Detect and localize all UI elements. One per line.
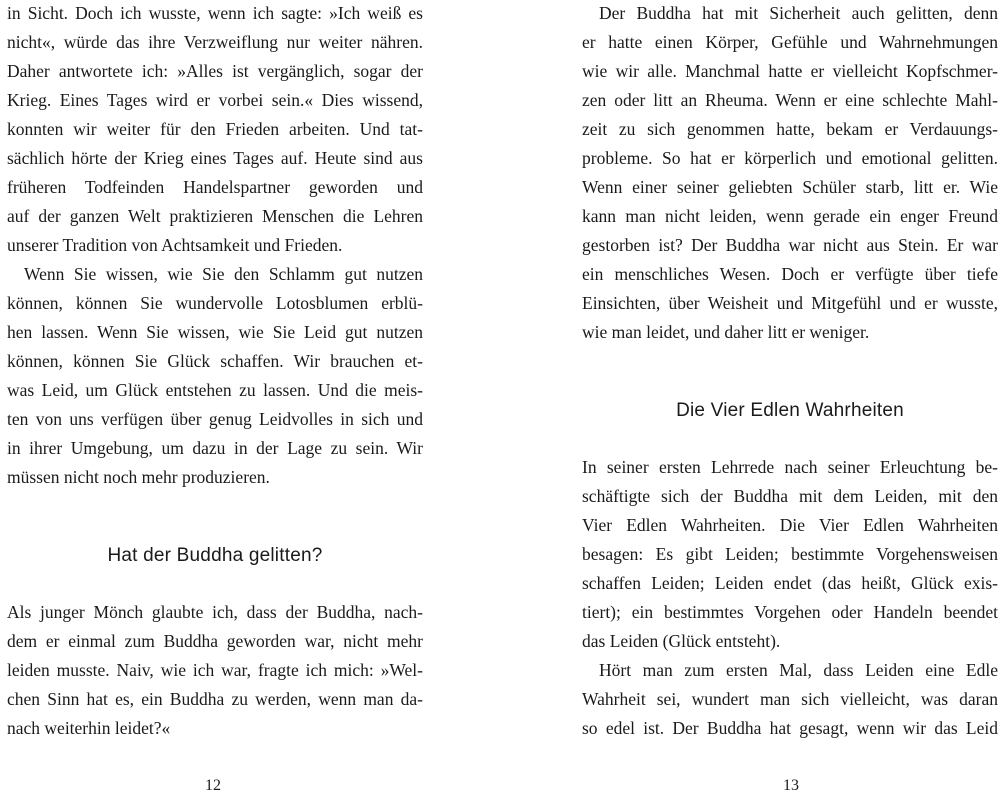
text-line: wie man leidet, und daher litt er weniger.	[582, 322, 870, 342]
left-page	[7, 0, 423, 800]
text-line: Hört man zum ersten Mal, dass Leiden eine Edle	[599, 660, 998, 680]
text-line: Einsichten, über Weisheit und Mitgefühl und er wusste,	[582, 293, 998, 313]
text-line: Daher antwortete ich: »Alles ist vergänglich, sogar der	[7, 61, 423, 81]
text-line: nicht«, würde das ihre Verzweiflung nur weiter nähren.	[7, 32, 423, 52]
text-line: ein menschliches Wesen. Doch er verfügte über tiefe	[582, 264, 998, 284]
text-line: dem er einmal zum Buddha geworden war, nicht mehr	[7, 631, 423, 651]
text-line: früheren Todfeinden Handelspartner geworden und	[7, 177, 423, 197]
text-line: können, können Sie Glück schaffen. Wir brauchen et-	[7, 351, 423, 371]
text-line: In seiner ersten Lehrrede nach seiner Erleuchtung be-	[582, 457, 998, 477]
text-line: hen lassen. Wenn Sie wissen, wie Sie Leid gut nutzen	[7, 322, 423, 342]
text-line: ten von uns verfügen über genug Leidvolles in sich und	[7, 409, 423, 429]
text-line: er hatte einen Körper, Gefühle und Wahrnehmungen	[582, 32, 998, 52]
text-line: besagen: Es gibt Leiden; bestimmte Vorgehensweisen	[582, 544, 998, 564]
text-line: Wahrheit sei, wundert man sich vielleicht, was daran	[582, 689, 998, 709]
right-page	[582, 0, 998, 800]
text-line: Wenn einer seiner geliebten Schüler starb, litt er. Wie	[582, 177, 998, 197]
text-line: konnten wir weiter für den Frieden arbeiten. Und tat-	[7, 119, 423, 139]
page-number: 12	[205, 777, 221, 794]
text-line: unserer Tradition von Achtsamkeit und Frieden.	[7, 235, 343, 255]
text-line: in Sicht. Doch ich wusste, wenn ich sagte: »Ich weiß es	[7, 3, 423, 23]
text-line: zeit zu sich genommen hatte, bekam er Verdauungs-	[582, 119, 998, 139]
text-line: chen Sinn hat es, ein Buddha zu werden, wenn man da-	[7, 689, 423, 709]
section-heading: Die Vier Edlen Wahrheiten	[676, 400, 904, 421]
text-line: kann man nicht leiden, wenn gerade ein enger Freund	[582, 206, 998, 226]
text-line: leiden musste. Naiv, wie ich war, fragte ich mich: »Wel-	[7, 660, 423, 680]
text-line: sächlich hörte der Krieg eines Tages auf. Heute sind aus	[7, 148, 423, 168]
text-line: auf der ganzen Welt praktizieren Menschen die Lehren	[7, 206, 423, 226]
text-line: probleme. So hat er körperlich und emotional gelitten.	[582, 148, 998, 168]
text-line: Als junger Mönch glaubte ich, dass der Buddha, nach-	[7, 602, 423, 622]
text-line: wie wir alle. Manchmal hatte er vielleicht Kopfschmer-	[582, 61, 998, 81]
text-line: können, können Sie wundervolle Lotosblumen erblü-	[7, 293, 423, 313]
text-line: Vier Edlen Wahrheiten. Die Vier Edlen Wahrheiten	[582, 515, 998, 535]
text-line: zen oder litt an Rheuma. Wenn er eine schlechte Mahl-	[582, 90, 998, 110]
text-line: in ihrer Umgebung, um dazu in der Lage zu sein. Wir	[7, 438, 423, 458]
section-heading: Hat der Buddha gelitten?	[107, 545, 323, 566]
text-line: gestorben ist? Der Buddha war nicht aus Stein. Er war	[582, 235, 998, 255]
text-line: Krieg. Eines Tages wird er vorbei sein.« Dies wissend,	[7, 90, 423, 110]
text-line: das Leiden (Glück entsteht).	[582, 631, 781, 651]
text-line: müssen nicht noch mehr produzieren.	[7, 467, 270, 487]
page-number: 13	[783, 777, 799, 794]
text-line: nach weiterhin leidet?«	[7, 718, 171, 738]
text-line: so edel ist. Der Buddha hat gesagt, wenn wir das Leid	[582, 718, 998, 738]
text-line: Wenn Sie wissen, wie Sie den Schlamm gut nutzen	[24, 264, 423, 284]
text-line: was Leid, um Glück entstehen zu lassen. Und die meis-	[7, 380, 423, 400]
text-line: schaffen Leiden; Leiden endet (das heißt, Glück exis-	[582, 573, 998, 593]
text-line: schäftigte sich der Buddha mit dem Leiden, mit den	[582, 486, 998, 506]
text-line: tiert); ein bestimmtes Vorgehen oder Handeln beendet	[582, 602, 998, 622]
text-line: Der Buddha hat mit Sicherheit auch gelitten, denn	[599, 3, 998, 23]
